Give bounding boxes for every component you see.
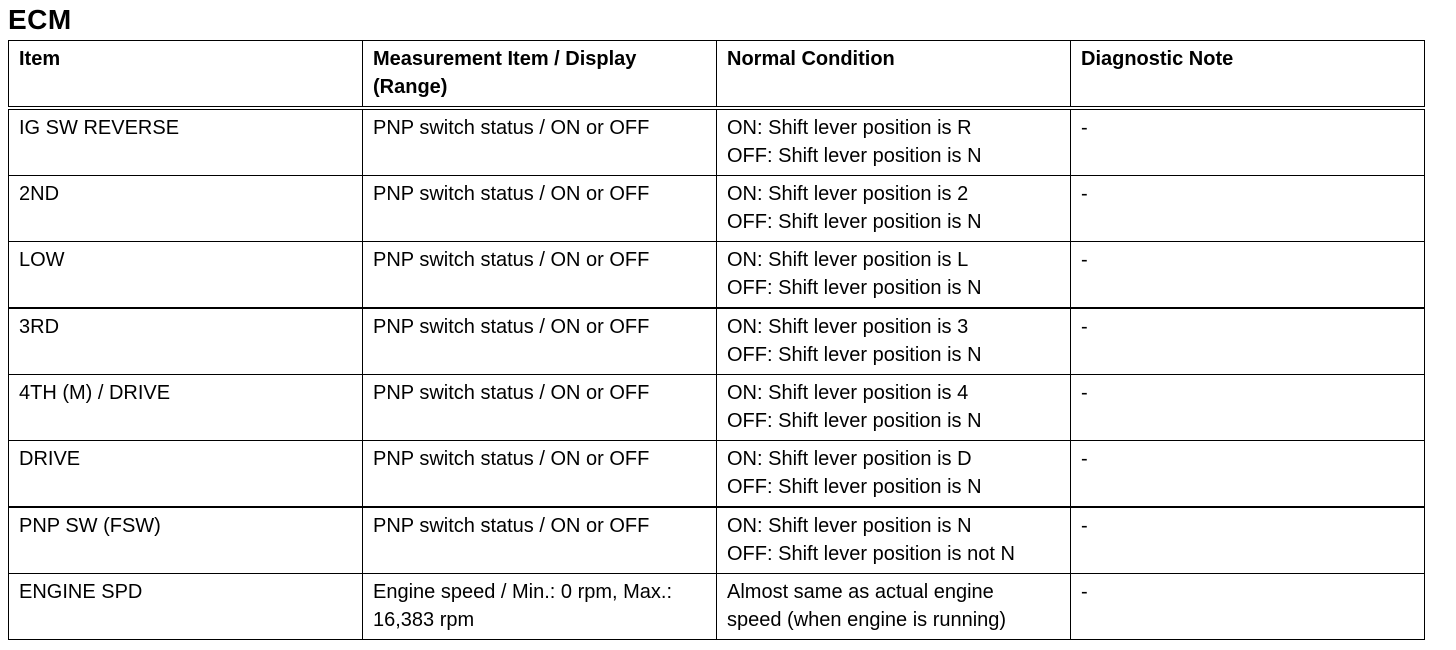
item-text: ENGINE SPD [19, 581, 143, 603]
measurement-cell [363, 108, 717, 176]
normal-condition-off: OFF: Shift lever position is N [727, 145, 982, 167]
item-cell [9, 441, 363, 508]
normal-condition-on: ON: Shift lever position is N [727, 515, 972, 537]
normal-condition-line-1: Almost same as actual engine [727, 581, 994, 603]
table-row [9, 375, 1425, 441]
item-cell [9, 108, 363, 176]
table-row [9, 507, 1425, 574]
diagnostic-note-text: - [1081, 316, 1088, 338]
diagnostic-note-text: - [1081, 249, 1088, 271]
normal-condition-cell [717, 308, 1071, 375]
item-cell [9, 574, 363, 640]
diagnostic-note-text: - [1081, 581, 1088, 603]
diagnostic-note-cell [1071, 308, 1425, 375]
measurement-text: Engine speed / Min.: 0 rpm, Max.: 16,383 rpm [373, 581, 673, 631]
item-text: LOW [19, 249, 65, 271]
table-body [9, 108, 1425, 640]
item-text: DRIVE [19, 448, 81, 470]
item-cell [9, 176, 363, 242]
normal-condition-cell [717, 176, 1071, 242]
table-row [9, 176, 1425, 242]
diagnostic-note-cell [1071, 441, 1425, 508]
item-cell [9, 375, 363, 441]
normal-condition-off: OFF: Shift lever position is N [727, 476, 982, 498]
normal-condition-on: ON: Shift lever position is 3 [727, 316, 969, 338]
measurement-text: PNP switch status / ON or OFF [373, 117, 650, 139]
diagnostic-note-cell [1071, 176, 1425, 242]
measurement-cell [363, 441, 717, 508]
normal-condition-off: OFF: Shift lever position is N [727, 277, 982, 299]
measurement-text: PNP switch status / ON or OFF [373, 382, 650, 404]
normal-condition-on: ON: Shift lever position is L [727, 249, 969, 271]
item-text: 2ND [19, 183, 60, 205]
normal-condition-on: ON: Shift lever position is R [727, 117, 972, 139]
table-row [9, 308, 1425, 375]
normal-condition-on: ON: Shift lever position is D [727, 448, 972, 470]
item-text: 3RD [19, 316, 60, 338]
item-cell [9, 308, 363, 375]
normal-condition-off: OFF: Shift lever position is N [727, 410, 982, 432]
normal-condition-cell [717, 441, 1071, 508]
measurement-cell [363, 574, 717, 640]
measurement-text: PNP switch status / ON or OFF [373, 515, 650, 537]
normal-condition-cell [717, 242, 1071, 309]
table-row [9, 441, 1425, 508]
diagnostic-note-text: - [1081, 117, 1088, 139]
measurement-cell [363, 507, 717, 574]
ecm-data-list-table [8, 40, 1425, 640]
normal-condition-cell [717, 375, 1071, 441]
measurement-cell [363, 308, 717, 375]
table-row [9, 108, 1425, 176]
column-header-normal-condition: Normal Condition [717, 41, 1071, 109]
table-row [9, 242, 1425, 309]
normal-condition-on: ON: Shift lever position is 4 [727, 382, 969, 404]
measurement-text: PNP switch status / ON or OFF [373, 249, 650, 271]
diagnostic-note-cell [1071, 108, 1425, 176]
diagnostic-note-cell [1071, 507, 1425, 574]
normal-condition-cell [717, 574, 1071, 640]
measurement-cell [363, 176, 717, 242]
table-row [9, 574, 1425, 640]
page-title: ECM [8, 4, 72, 35]
diagnostic-note-cell [1071, 574, 1425, 640]
normal-condition-off: OFF: Shift lever position is not N [727, 543, 1015, 565]
table-header [9, 41, 1425, 109]
diagnostic-note-cell [1071, 242, 1425, 309]
measurement-text: PNP switch status / ON or OFF [373, 448, 650, 470]
diagnostic-note-text: - [1081, 515, 1088, 537]
column-header-item: Item [9, 41, 363, 109]
measurement-text: PNP switch status / ON or OFF [373, 183, 650, 205]
normal-condition-off: OFF: Shift lever position is N [727, 344, 982, 366]
item-text: PNP SW (FSW) [19, 515, 161, 537]
normal-condition-line-2: speed (when engine is running) [727, 609, 1007, 631]
normal-condition-cell [717, 108, 1071, 176]
diagnostic-note-text: - [1081, 448, 1088, 470]
table-header-row [9, 41, 1425, 109]
normal-condition-on: ON: Shift lever position is 2 [727, 183, 969, 205]
column-header-diagnostic-note: Diagnostic Note [1071, 41, 1425, 109]
item-cell [9, 242, 363, 309]
normal-condition-off: OFF: Shift lever position is N [727, 211, 982, 233]
diagnostic-note-cell [1071, 375, 1425, 441]
item-text: IG SW REVERSE [19, 117, 180, 139]
column-header-measurement: Measurement Item / Display (Range) [363, 41, 717, 109]
item-text: 4TH (M) / DRIVE [19, 382, 171, 404]
measurement-cell [363, 242, 717, 309]
normal-condition-cell [717, 507, 1071, 574]
diagnostic-note-text: - [1081, 382, 1088, 404]
measurement-cell [363, 375, 717, 441]
item-cell [9, 507, 363, 574]
diagnostic-note-text: - [1081, 183, 1088, 205]
measurement-text: PNP switch status / ON or OFF [373, 316, 650, 338]
